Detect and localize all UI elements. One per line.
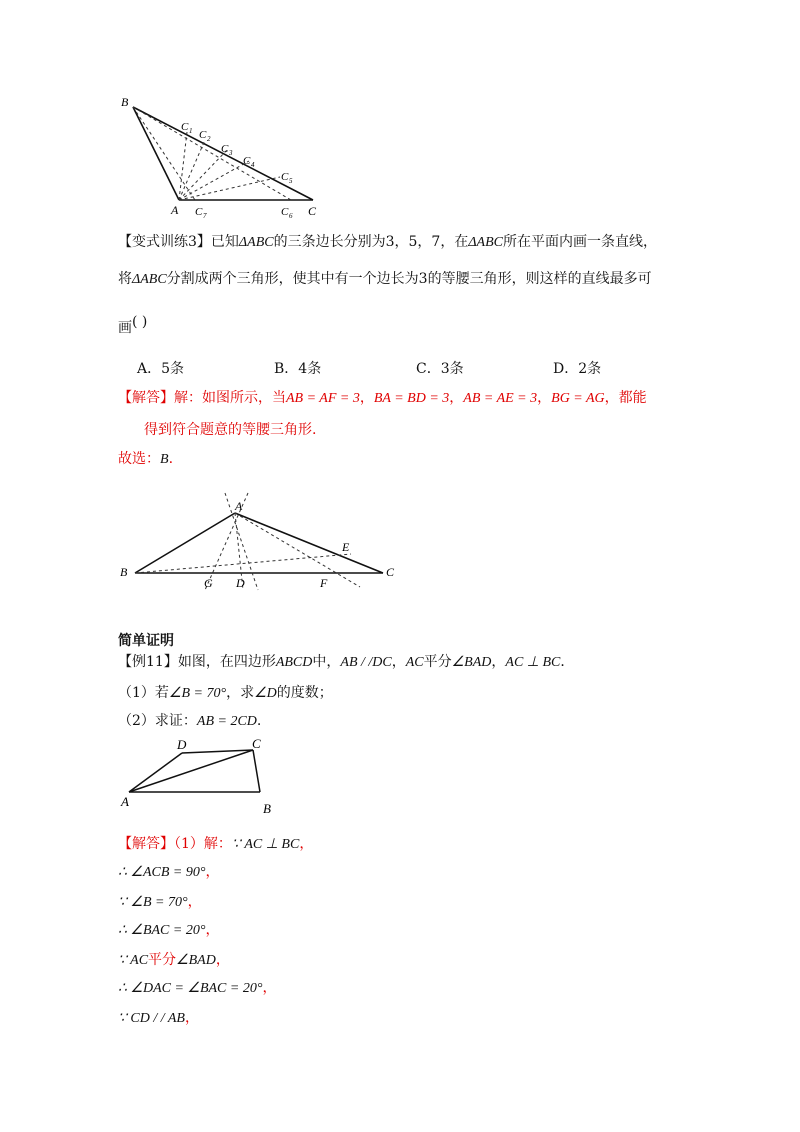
solution-step-3: ∴ ∠BAC = 20°， [118,922,220,938]
label-D: D [236,576,245,590]
label-B: B [120,565,128,579]
label-D: D [177,737,187,752]
problem-line-2: 将ΔABC分割成两个三角形，使其中有一个边长为3的等腰三角形，则这样的直线最多可 [118,271,652,287]
solution-step-6: ∵ CD / / AB， [118,1010,199,1026]
section-title: 简单证明 [118,633,174,649]
option-c: C．3条 [416,361,464,377]
option-b: B．4条 [274,361,322,377]
answer-line-2: 得到符合题意的等腰三角形. [144,422,317,438]
svg-text:5: 5 [289,177,293,185]
answer-line-1: 【解答】解：如图所示，当AB = AF = 3，BA = BD = 3，AB = AE = 3，BG = AG，都能 [118,390,647,406]
label-A: A [121,794,129,809]
figure-quadrilateral [115,735,290,820]
label-C2: C [199,129,207,141]
svg-text:4: 4 [251,161,255,169]
figure-triangle-c-points [115,92,330,222]
label-B: B [121,95,129,109]
svg-text:2: 2 [207,135,211,143]
label-C3: C [221,143,229,155]
solution-header: 【解答】（1）解：∵ AC ⊥ BC， [118,836,314,852]
svg-text:1: 1 [189,127,193,135]
solution-step-1: ∴ ∠ACB = 90°， [118,864,220,880]
solution-step-2: ∵ ∠B = 70°， [118,894,202,910]
svg-text:7: 7 [203,212,207,220]
label-C: C [386,565,395,579]
label-C7: C [195,206,203,218]
solution-step-5: ∴ ∠DAC = ∠BAC = 20°， [118,980,277,996]
label-B: B [263,801,271,816]
label-E: E [342,540,350,554]
problem-line-3: 画( ) [118,314,148,336]
example-statement: 【例11】如图，在四边形ABCD中，AB / /DC，AC平分∠BAD，AC ⊥ BC． [118,654,575,670]
label-G: G [204,576,213,590]
label-C: C [308,204,317,218]
svg-text:3: 3 [229,149,233,157]
figure-isosceles-lines [115,490,405,605]
question-2: （2）求证：AB = 2CD. [118,713,262,729]
problem-line-1: 【变式训练3】已知ΔABC的三条边长分别为3，5，7，在ΔABC所在平面内画一条直线， [118,234,657,250]
label-A: A [235,499,243,513]
label-C: C [252,736,261,751]
label-C4: C [243,155,251,167]
label-C5: C [281,171,289,183]
answer-choice: 故选：B. [118,451,174,467]
question-1: （1）若∠B = 70°，求∠D的度数； [118,685,333,701]
label-F: F [320,576,328,590]
option-d: D．2条 [553,361,602,377]
svg-text:6: 6 [289,212,293,220]
label-A: A [171,203,179,217]
label-C6: C [281,206,289,218]
option-a: A．5条 [137,361,185,377]
label-C1: C [181,121,189,133]
solution-step-4: ∵ AC平分∠BAD， [118,952,230,968]
